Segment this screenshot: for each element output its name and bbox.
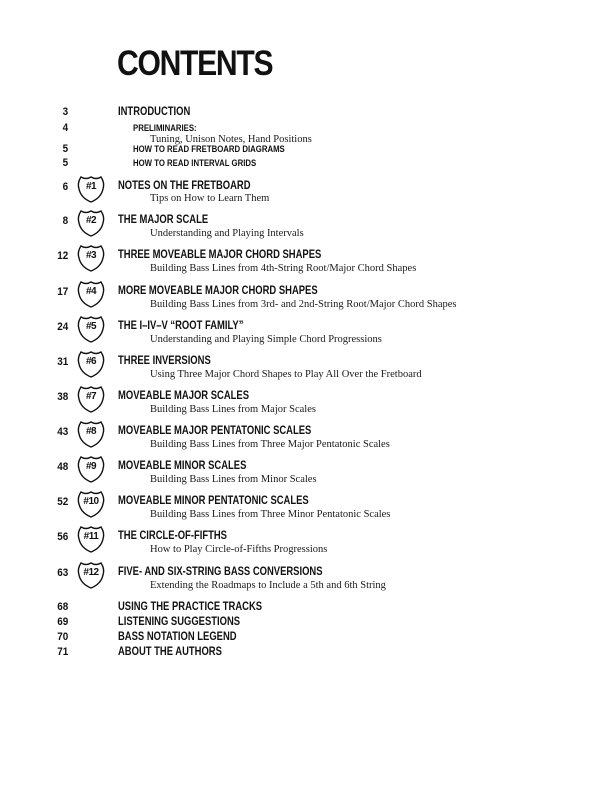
badge-label: #2 xyxy=(85,215,97,226)
page-number: 38 xyxy=(56,391,68,403)
entry-description: Extending the Roadmaps to Include a 5th and 6th String xyxy=(150,580,386,591)
entry-title: MOVEABLE MAJOR PENTATONIC SCALES xyxy=(118,425,312,437)
badge-label: #7 xyxy=(85,391,97,402)
page-number: 70 xyxy=(56,631,68,643)
page-number: 5 xyxy=(62,143,68,155)
entry-title: MOVEABLE MINOR SCALES xyxy=(118,460,247,472)
page-number: 43 xyxy=(56,426,68,438)
entry-description: Building Bass Lines from 4th-String Root/Major Chord Shapes xyxy=(150,263,417,274)
page-number: 31 xyxy=(56,356,68,368)
entry-description: Using Three Major Chord Shapes to Play All Over the Fretboard xyxy=(150,369,422,380)
page-number: 24 xyxy=(56,321,68,333)
entry-description: Building Bass Lines from Minor Scales xyxy=(150,474,317,485)
page-number: 63 xyxy=(56,567,68,579)
entry-title: THREE MOVEABLE MAJOR CHORD SHAPES xyxy=(118,249,322,261)
badge-label: #3 xyxy=(85,250,97,261)
route-shield-badge xyxy=(76,560,106,590)
page-title: CONTENTS xyxy=(117,44,273,83)
entry-description: Understanding and Playing Intervals xyxy=(150,228,304,239)
entry-description: Tuning, Unison Notes, Hand Positions xyxy=(150,134,312,145)
entry-title: BASS NOTATION LEGEND xyxy=(118,631,237,643)
page-number: 3 xyxy=(62,106,68,118)
badge-label: #9 xyxy=(85,461,97,472)
route-shield-badge xyxy=(76,208,106,238)
badge-label: #5 xyxy=(85,321,97,332)
page-number: 6 xyxy=(62,181,68,193)
entry-title: MOVEABLE MINOR PENTATONIC SCALES xyxy=(118,495,309,507)
entry-title: NOTES ON THE FRETBOARD xyxy=(118,180,251,192)
route-shield-badge xyxy=(76,489,106,519)
route-shield-badge xyxy=(76,384,106,414)
page-number: 52 xyxy=(56,496,68,508)
page-number: 56 xyxy=(56,531,68,543)
page-number: 48 xyxy=(56,461,68,473)
entry-title: THREE INVERSIONS xyxy=(118,355,211,367)
entry-title: HOW TO READ FRETBOARD DIAGRAMS xyxy=(133,144,285,155)
route-shield-badge xyxy=(76,454,106,484)
entry-title: ABOUT THE AUTHORS xyxy=(118,646,222,658)
page-number: 17 xyxy=(56,286,68,298)
entry-description: Tips on How to Learn Them xyxy=(150,193,270,204)
entry-title: PRELIMINARIES: xyxy=(133,123,197,134)
page-number: 4 xyxy=(62,122,68,134)
entry-description: Understanding and Playing Simple Chord Progressions xyxy=(150,334,382,345)
route-shield-badge xyxy=(76,243,106,273)
badge-label: #11 xyxy=(83,531,99,542)
page-number: 12 xyxy=(56,250,68,262)
route-shield-badge xyxy=(76,174,106,204)
badge-label: #4 xyxy=(85,286,97,297)
entry-title: THE CIRCLE-OF-FIFTHS xyxy=(118,530,227,542)
badge-label: #6 xyxy=(85,356,97,367)
entry-title: USING THE PRACTICE TRACKS xyxy=(118,601,263,613)
entry-title: LISTENING SUGGESTIONS xyxy=(118,616,241,628)
page-number: 68 xyxy=(56,601,68,613)
route-shield-badge xyxy=(76,349,106,379)
entry-description: Building Bass Lines from Three Minor Pentatonic Scales xyxy=(150,509,391,520)
entry-title: THE MAJOR SCALE xyxy=(118,214,209,226)
route-shield-badge xyxy=(76,279,106,309)
badge-label: #12 xyxy=(83,567,99,578)
page-number: 69 xyxy=(56,616,68,628)
badge-label: #1 xyxy=(85,181,97,192)
entry-description: Building Bass Lines from Three Major Pentatonic Scales xyxy=(150,439,390,450)
entry-title: INTRODUCTION xyxy=(118,106,191,118)
entry-title: THE I–IV–V “ROOT FAMILY” xyxy=(118,320,244,332)
page-number: 5 xyxy=(62,157,68,169)
entry-description: Building Bass Lines from 3rd- and 2nd-String Root/Major Chord Shapes xyxy=(150,299,457,310)
route-shield-badge xyxy=(76,419,106,449)
page-number: 8 xyxy=(62,215,68,227)
entry-title: HOW TO READ INTERVAL GRIDS xyxy=(133,158,257,169)
entry-description: How to Play Circle-of-Fifths Progressions xyxy=(150,544,328,555)
route-shield-badge xyxy=(76,524,106,554)
entry-title: MOVEABLE MAJOR SCALES xyxy=(118,390,249,402)
badge-label: #8 xyxy=(85,426,97,437)
route-shield-badge xyxy=(76,314,106,344)
badge-label: #10 xyxy=(83,496,99,507)
entry-description: Building Bass Lines from Major Scales xyxy=(150,404,316,415)
entry-title: MORE MOVEABLE MAJOR CHORD SHAPES xyxy=(118,285,318,297)
page-number: 71 xyxy=(56,646,68,658)
entry-title: FIVE- AND SIX-STRING BASS CONVERSIONS xyxy=(118,566,323,578)
